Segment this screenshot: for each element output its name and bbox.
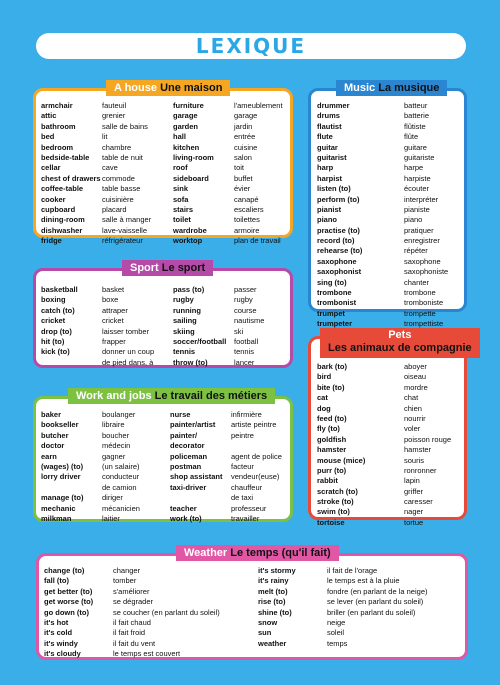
english-word: furniture [173, 101, 204, 110]
english-word: harpist [317, 173, 343, 183]
french-word: nourrir [404, 413, 426, 423]
french-word: guitariste [404, 152, 435, 162]
pets-header [320, 328, 480, 358]
french-word: chauffeur [231, 482, 263, 492]
french-word: ronronner [404, 465, 437, 475]
english-word: shop assistant [170, 472, 223, 482]
english-word: guitarist [317, 152, 347, 162]
english-word: cat [317, 393, 328, 403]
english-word: manage (to) [41, 493, 84, 503]
french-word: cuisine [234, 142, 258, 152]
french-word: le temps est couvert [113, 649, 181, 659]
english-word: garden [173, 121, 199, 131]
english-word: purr (to) [317, 465, 347, 475]
french-word: jardin [234, 121, 253, 131]
french-word: tomber [113, 576, 137, 586]
english-word: kitchen [173, 142, 200, 152]
english-word: fall (to) [44, 576, 69, 586]
music-header [336, 80, 447, 96]
french-word: attraper [102, 305, 128, 315]
english-word: garage [173, 111, 198, 121]
english-word: painter/artist [170, 420, 216, 430]
english-word: hamster [317, 445, 347, 455]
english-word: trumpet [317, 308, 345, 318]
french-word: changer [113, 566, 141, 575]
french-word: chambre [102, 142, 132, 152]
french-word: flûte [404, 132, 419, 142]
french-word: donner un coup [102, 347, 155, 357]
english-word: stroke (to) [317, 497, 354, 507]
french-word: il fait de l'orage [327, 566, 378, 575]
english-word: tennis [173, 347, 196, 357]
french-word: il fait froid [113, 628, 146, 638]
french-word: infirmière [231, 410, 262, 419]
french-word: table basse [102, 184, 141, 194]
english-word: fridge [41, 236, 62, 246]
english-word: change (to) [44, 566, 85, 575]
french-word: boucher [102, 430, 130, 440]
english-word: dog [317, 403, 331, 413]
english-word: sofa [173, 194, 189, 204]
english-word: sideboard [173, 173, 209, 183]
english-word: bedside-table [41, 152, 90, 162]
french-word: neige [327, 617, 346, 627]
house-header-fr: Une maison [160, 82, 223, 94]
french-word: escaliers [234, 204, 264, 214]
french-word: flûtiste [404, 121, 426, 131]
english-word: postman [170, 461, 202, 471]
french-word: enregistrer [404, 236, 440, 246]
english-word: mouse (mice) [317, 455, 366, 465]
french-word: pratiquer [404, 225, 434, 235]
english-word: sing (to) [317, 277, 347, 287]
weather-header [176, 545, 339, 561]
french-word: mécanicien [102, 503, 140, 513]
english-word: (wages) (to) [41, 461, 84, 471]
english-word: cellar [41, 163, 61, 173]
english-word: rise (to) [258, 597, 286, 607]
english-word: baker [41, 410, 62, 419]
french-word: placard [102, 204, 127, 214]
english-word: goldfish [317, 434, 347, 444]
french-word: armoire [234, 225, 260, 235]
french-word: harpe [404, 163, 424, 173]
pets-header-fr: Les animaux de compagnie [328, 342, 472, 354]
french-word: trompettiste [404, 319, 444, 329]
weather-header-fr: Le temps (qu'il fait) [230, 547, 331, 559]
english-word: dining-room [41, 215, 85, 225]
english-word: mechanic [41, 503, 76, 513]
english-word: sun [258, 628, 272, 638]
french-word: agent de police [231, 451, 282, 461]
english-word: feed (to) [317, 413, 347, 423]
english-word: skiing [173, 326, 195, 336]
french-word: souris [404, 455, 425, 465]
english-word: perform (to) [317, 194, 360, 204]
english-word: it's cold [44, 628, 73, 638]
english-word: it's hot [44, 617, 69, 627]
english-word: bed [41, 132, 55, 142]
french-word: boulanger [102, 410, 136, 419]
english-word: it's stormy [258, 566, 296, 575]
page-title: LEXIQUE [195, 34, 307, 58]
french-word: artiste peintre [231, 420, 277, 430]
french-word: laitier [102, 513, 120, 523]
french-word: caresser [404, 497, 433, 507]
french-word: poisson rouge [404, 434, 452, 444]
french-word: mordre [404, 382, 428, 392]
french-word: aboyer [404, 362, 427, 371]
english-word: toilet [173, 215, 191, 225]
french-word: médecin [102, 441, 131, 451]
english-word: cooker [41, 194, 66, 204]
french-word: l'ameublement [234, 101, 283, 110]
french-word: cricket [102, 316, 124, 326]
french-word: course [234, 305, 257, 315]
french-word: travailler [231, 513, 260, 523]
english-word: kick (to) [41, 347, 70, 357]
english-word: bird [317, 372, 332, 382]
french-word: toilettes [234, 215, 260, 225]
english-word: bedroom [41, 142, 74, 152]
french-word: temps [327, 638, 348, 648]
english-word: it's windy [44, 638, 78, 648]
french-word: entrée [234, 132, 256, 142]
work-header-fr: Le travail des métiers [154, 390, 268, 402]
french-word: libraire [102, 420, 125, 430]
french-word: batteur [404, 101, 428, 110]
english-word: flautist [317, 121, 342, 131]
english-word: coffee-table [41, 184, 84, 194]
english-word: trombonist [317, 298, 357, 308]
french-word: pianiste [404, 204, 430, 214]
french-word: lancer [234, 357, 255, 367]
english-word: cricket [41, 316, 66, 326]
english-word: nurse [170, 410, 191, 419]
french-word: grenier [102, 111, 126, 121]
french-word: peintre [231, 430, 254, 440]
french-word: salle à manger [102, 215, 152, 225]
french-word: évier [234, 184, 251, 194]
french-word: rugby [234, 295, 253, 305]
english-word: get better (to) [44, 586, 93, 596]
english-word: rugby [173, 295, 194, 305]
english-word: wardrobe [173, 225, 207, 235]
french-word: basket [102, 285, 125, 294]
english-word: go down (to) [44, 607, 89, 617]
work-header [68, 388, 275, 404]
music-header-fr: La musique [378, 82, 440, 94]
french-word: hamster [404, 445, 432, 455]
work-header-en: Work and jobs [76, 390, 152, 402]
english-word: armchair [41, 101, 73, 110]
french-word: frapper [102, 336, 126, 346]
french-word: oiseau [404, 372, 427, 382]
french-word: laisser tomber [102, 326, 150, 336]
french-word: écouter [404, 184, 430, 194]
english-word: hall [173, 132, 186, 142]
music-header-en: Music [344, 82, 376, 94]
french-word: salon [234, 152, 252, 162]
english-word: pianist [317, 204, 342, 214]
english-word: scratch (to) [317, 486, 358, 496]
english-word: catch (to) [41, 305, 75, 315]
sport-header-en: Sport [130, 262, 159, 274]
english-word: doctor [41, 441, 65, 451]
french-word: trompette [404, 308, 436, 318]
english-word: rehearse (to) [317, 246, 363, 256]
english-word: snow [258, 617, 278, 627]
french-word: salle de bains [102, 121, 148, 131]
french-word: de pied dans, à [102, 357, 154, 367]
english-word: taxi-driver [170, 482, 207, 492]
french-word: piano [404, 215, 423, 225]
english-word: butcher [41, 430, 69, 440]
english-word: sink [173, 184, 189, 194]
english-word: lorry driver [41, 472, 81, 482]
pets-header-en: Pets [388, 329, 412, 341]
french-word: boxe [102, 295, 119, 305]
english-word: bark (to) [317, 362, 347, 371]
french-word: ski [234, 326, 244, 336]
english-word: bookseller [41, 420, 79, 430]
french-word: passer [234, 285, 257, 294]
french-word: lit [102, 132, 108, 142]
french-word: lave-vaisselle [102, 225, 148, 235]
english-word: drums [317, 111, 340, 121]
english-word: basketball [41, 285, 78, 294]
french-word: il fait du vent [113, 638, 156, 648]
french-word: professeur [231, 503, 267, 513]
french-word: football [234, 336, 259, 346]
english-word: dishwasher [41, 225, 83, 235]
english-word: guitar [317, 142, 338, 152]
english-word: practise (to) [317, 225, 360, 235]
french-word: voler [404, 424, 421, 434]
french-word: cave [102, 163, 118, 173]
english-word: tortoise [317, 517, 345, 527]
french-word: tennis [234, 347, 255, 357]
house-header-en: A house [114, 82, 157, 94]
french-word: vendeur(euse) [231, 472, 280, 482]
french-word: le temps est à la pluie [327, 576, 400, 586]
french-word: (un salaire) [102, 461, 140, 471]
french-word: garage [234, 111, 258, 121]
english-word: decorator [170, 441, 205, 451]
english-word: bathroom [41, 121, 76, 131]
english-word: running [173, 305, 201, 315]
french-word: cuisinière [102, 194, 134, 204]
english-word: pass (to) [173, 285, 205, 294]
english-word: saxophone [317, 256, 357, 266]
french-word: commode [102, 173, 135, 183]
french-word: harpiste [404, 173, 431, 183]
french-word: diriger [102, 493, 123, 503]
english-word: fly (to) [317, 424, 340, 434]
title-bar [36, 33, 466, 59]
english-word: cupboard [41, 204, 76, 214]
english-word: drummer [317, 101, 350, 110]
english-word: it's rainy [258, 576, 289, 586]
english-word: hit (to) [41, 336, 65, 346]
french-word: chat [404, 393, 419, 403]
english-word: work (to) [170, 513, 202, 523]
french-word: tortue [404, 517, 424, 527]
english-word: painter/ [170, 430, 198, 440]
french-word: facteur [231, 461, 254, 471]
weather-header-en: Weather [184, 547, 228, 559]
french-word: trombone [404, 288, 436, 298]
english-word: get worse (to) [44, 597, 94, 607]
english-word: trombone [317, 288, 352, 298]
english-word: melt (to) [258, 586, 288, 596]
english-word: stairs [173, 204, 194, 214]
french-word: se coucher (en parlant du soleil) [113, 607, 220, 617]
french-word: conducteur [102, 472, 140, 482]
english-word: piano [317, 215, 337, 225]
french-word: se dégrader [113, 597, 154, 607]
french-word: plan de travail [234, 236, 281, 246]
french-word: saxophone [404, 256, 441, 266]
english-word: worktop [173, 236, 203, 246]
english-word: milkman [41, 513, 72, 523]
french-word: s'améliorer [113, 586, 150, 596]
french-word: nautisme [234, 316, 265, 326]
french-word: griffer [404, 486, 424, 496]
english-word: sailing [173, 316, 197, 326]
english-word: drop (to) [41, 326, 72, 336]
french-word: toit [234, 163, 245, 173]
english-word: teacher [170, 503, 197, 513]
english-word: flute [317, 132, 333, 142]
english-word: chest of drawers [41, 173, 101, 183]
french-word: se lever (en parlant du soleil) [327, 597, 424, 607]
sport-header [122, 260, 213, 276]
english-word: swim (to) [317, 507, 350, 517]
english-word: living-room [173, 152, 214, 162]
english-word: rabbit [317, 476, 338, 486]
french-word: chanter [404, 277, 430, 287]
english-word: saxophonist [317, 267, 362, 277]
english-word: earn [41, 451, 57, 461]
french-word: nager [404, 507, 424, 517]
french-word: batterie [404, 111, 430, 121]
french-word: table de nuit [102, 152, 143, 162]
english-word: roof [173, 163, 188, 173]
french-word: fondre (en parlant de la neige) [327, 586, 428, 596]
french-word: tromboniste [404, 298, 444, 308]
french-word: gagner [102, 451, 126, 461]
french-word: de camion [102, 482, 137, 492]
english-word: record (to) [317, 236, 355, 246]
house-header [106, 80, 230, 96]
english-word: it's cloudy [44, 649, 81, 659]
english-word: weather [258, 638, 287, 648]
french-word: fauteuil [102, 101, 127, 110]
french-word: réfrigérateur [102, 236, 143, 246]
french-word: canapé [234, 194, 259, 204]
english-word: attic [41, 111, 57, 121]
english-word: boxing [41, 295, 66, 305]
french-word: il fait chaud [113, 617, 151, 627]
french-word: guitare [404, 142, 427, 152]
french-word: lapin [404, 476, 420, 486]
english-word: bite (to) [317, 382, 345, 392]
english-word: shine (to) [258, 607, 292, 617]
french-word: répéter [404, 246, 428, 256]
english-word: soccer/football [173, 336, 227, 346]
french-word: interpréter [404, 194, 439, 204]
english-word: harp [317, 163, 334, 173]
french-word: de taxi [231, 493, 254, 503]
english-word: listen (to) [317, 184, 351, 194]
french-word: chien [404, 403, 422, 413]
english-word: throw (to) [173, 357, 208, 367]
english-word: policeman [170, 451, 208, 461]
sport-header-fr: Le sport [161, 262, 206, 274]
french-word: buffet [234, 173, 253, 183]
english-word: trumpeter [317, 319, 353, 329]
french-word: briller (en parlant du soleil) [327, 607, 416, 617]
french-word: saxophoniste [404, 267, 449, 277]
french-word: soleil [327, 628, 345, 638]
